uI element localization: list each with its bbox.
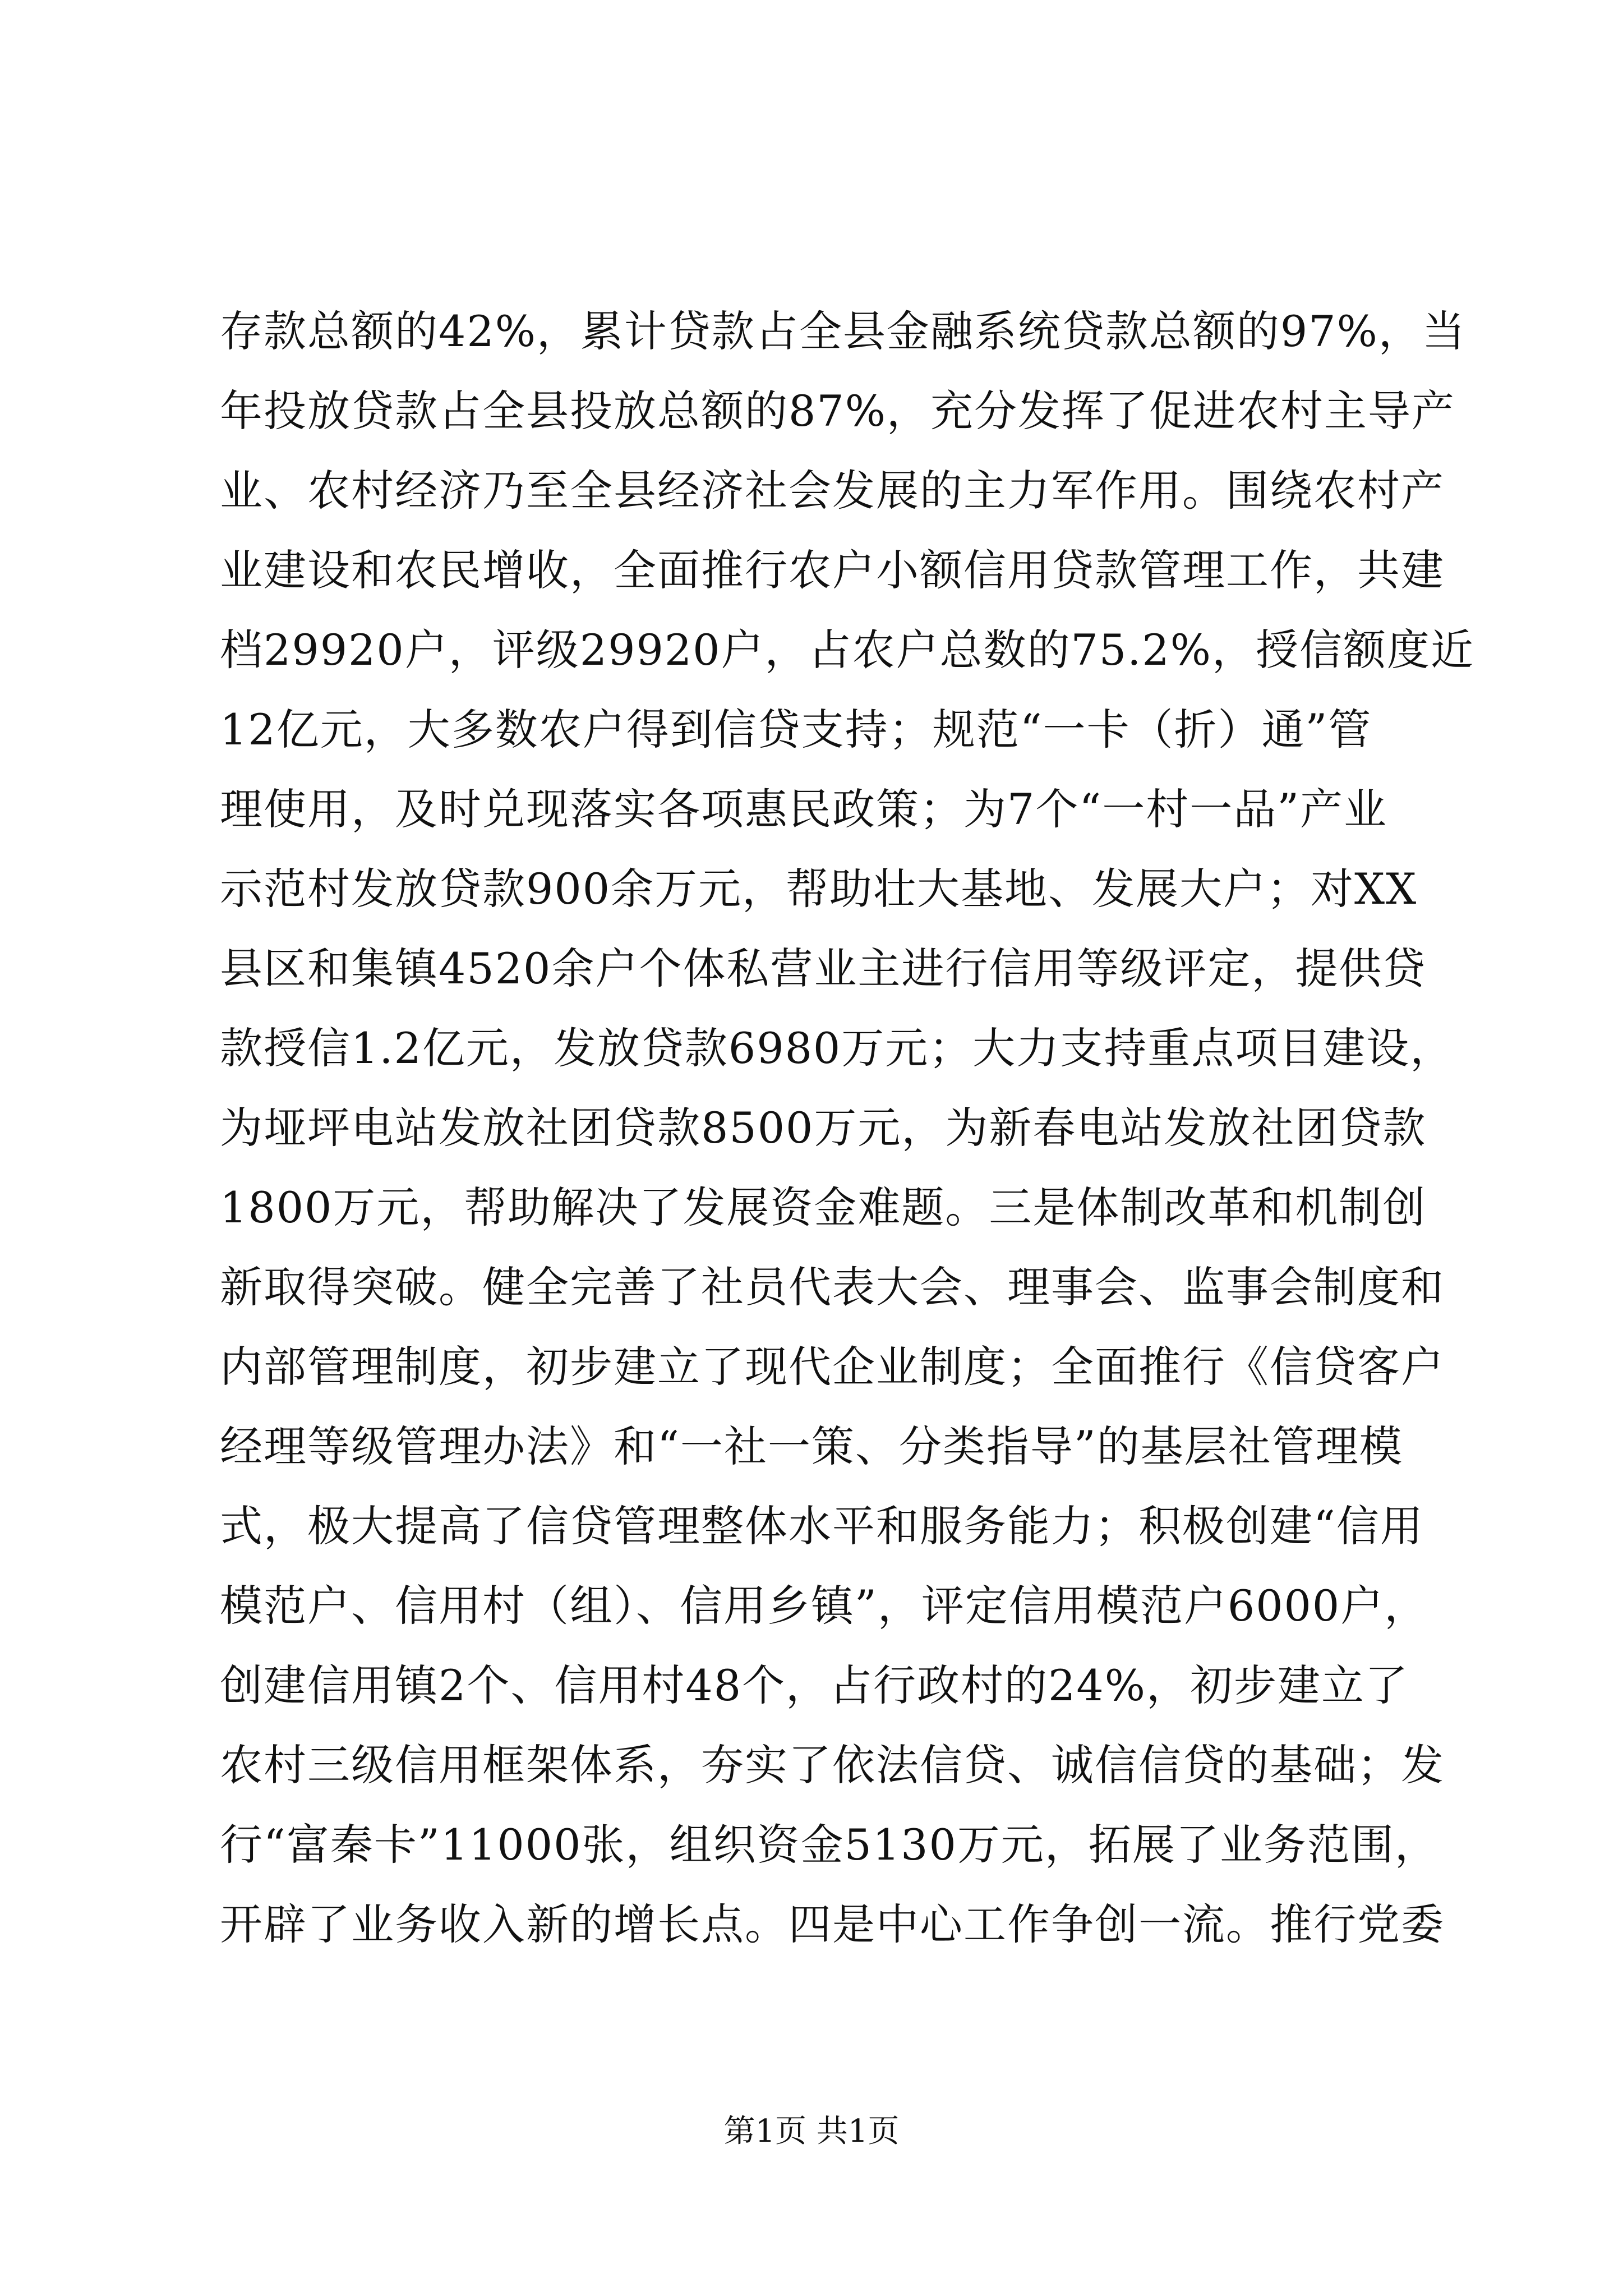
text-line: 12亿元，大多数农户得到信贷支持；规范“一卡（折）通”管 (220, 705, 1372, 754)
text-line: 为垭坪电站发放社团贷款8500万元，为新春电站发放社团贷款 (220, 1103, 1427, 1153)
text-line: 行“富秦卡”11000张，组织资金5130万元，拓展了业务范围， (220, 1820, 1438, 1870)
text-line: 存款总额的42%，累计贷款占全县金融系统贷款总额的97%，当 (220, 306, 1466, 356)
text-line: 模范户、信用村（组）、信用乡镇”，评定信用模范户6000户， (220, 1581, 1428, 1631)
text-line: 新取得突破。健全完善了社员代表大会、理事会、监事会制度和 (220, 1262, 1445, 1312)
text-line: 开辟了业务收入新的增长点。四是中心工作争创一流。推行党委 (220, 1899, 1445, 1949)
text-line: 农村三级信用框架体系，夯实了依法信贷、诚信信贷的基础；发 (220, 1740, 1445, 1790)
text-line: 业建设和农民增收，全面推行农户小额信用贷款管理工作，共建 (220, 545, 1445, 595)
text-line: 内部管理制度，初步建立了现代企业制度；全面推行《信贷客户 (220, 1342, 1445, 1392)
page-footer: 第1页 共1页 (723, 2113, 900, 2150)
text-line: 示范村发放贷款900余万元，帮助壮大基地、发展大户；对XX (220, 864, 1418, 914)
text-line: 县区和集镇4520余户个体私营业主进行信用等级评定，提供贷 (220, 944, 1427, 993)
text-line: 业、农村经济乃至全县经济社会发展的主力军作用。围绕农村产 (220, 466, 1445, 516)
text-line: 款授信1.2亿元，发放贷款6980万元；大力支持重点项目建设， (220, 1023, 1454, 1073)
text-line: 档29920户，评级29920户，占农户总数的75.2%，授信额度近 (220, 625, 1474, 675)
text-line: 经理等级管理办法》和“一社一策、分类指导”的基层社管理模 (220, 1421, 1403, 1471)
body-text (220, 292, 1474, 1964)
text-line: 1800万元，帮助解决了发展资金难题。三是体制改革和机制创 (220, 1182, 1427, 1232)
text-line: 式，极大提高了信贷管理整体水平和服务能力；积极创建“信用 (220, 1501, 1424, 1551)
text-line: 年投放贷款占全县投放总额的87%，充分发挥了促进农村主导产 (220, 386, 1455, 436)
text-line: 理使用，及时兑现落实各项惠民政策；为7个“一村一品”产业 (220, 784, 1388, 834)
text-line: 创建信用镇2个、信用村48个，占行政村的24%，初步建立了 (220, 1660, 1409, 1710)
